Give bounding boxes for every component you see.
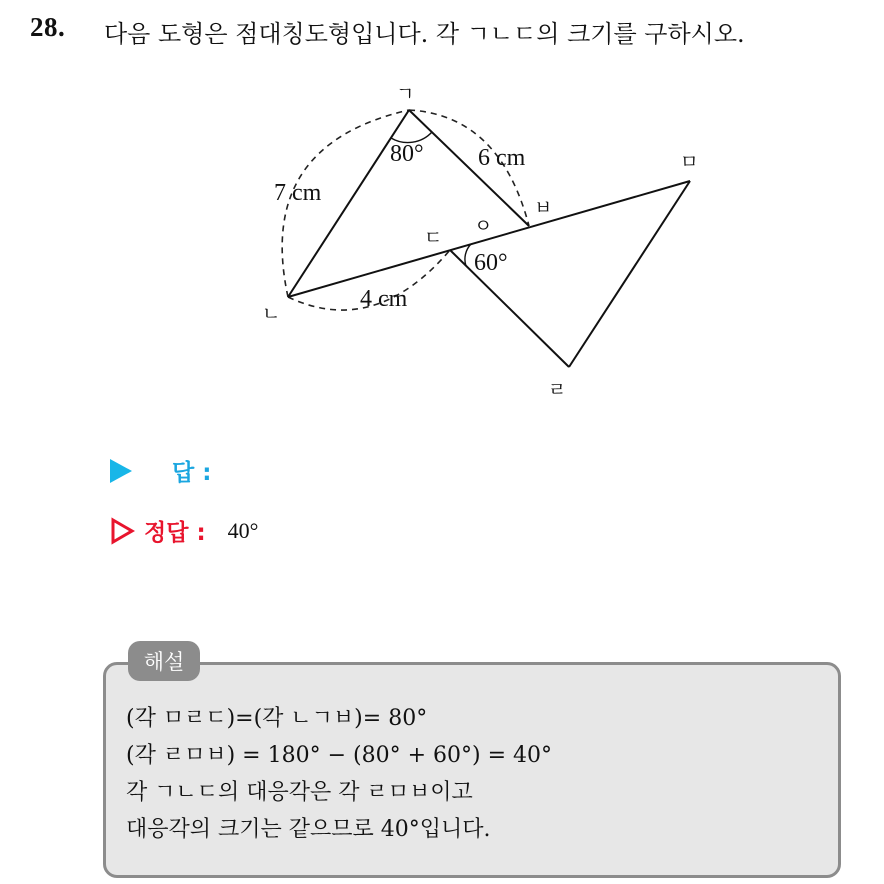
solution-line-1: (각 ㅁㄹㄷ)=(각 ㄴㄱㅂ)= 80° [126, 706, 428, 731]
question-number: 28. [30, 12, 66, 42]
question-text: 다음 도형은 점대칭도형입니다. 각 ㄱㄴㄷ의 크기를 구하시오. [104, 20, 745, 48]
label-point-g: ㄱ [396, 83, 415, 105]
length-label-left: 7 cm [274, 180, 322, 206]
angle-label-top: 80° [390, 141, 424, 167]
length-label-bottom: 4 cm [360, 286, 408, 312]
label-point-o: ㅇ [474, 215, 493, 237]
solution-line-3: 각 ㄱㄴㄷ의 대응각은 각 ㄹㅁㅂ이고 [126, 780, 473, 805]
length-label-right: 6 cm [478, 145, 526, 171]
edge-m-r [569, 181, 690, 367]
edge-n-m [288, 181, 690, 297]
label-point-b: ㅂ [534, 197, 553, 219]
answer-label: 답 : [172, 460, 212, 486]
label-point-m: ㅁ [680, 151, 699, 173]
play-arrow-icon [110, 459, 132, 483]
solution-tab: 해설 [128, 641, 200, 681]
outline-arrow-icon [110, 517, 136, 545]
correct-answer-row [110, 514, 258, 547]
label-point-r: ㄹ [548, 379, 567, 401]
solution-lines [126, 700, 552, 848]
angle-label-center: 60° [474, 250, 508, 276]
edge-r-d [450, 250, 569, 367]
solution-line-2: (각 ㄹㅁㅂ) = 180° − (80° + 60°) = 40° [126, 743, 552, 768]
label-point-d: ㄷ [424, 227, 443, 249]
correct-answer-value: 40° [227, 517, 259, 543]
correct-answer-label: 정답 : [144, 520, 206, 546]
angle-arc-center [465, 244, 471, 266]
solution-line-4: 대응각의 크기는 같으므로 40°입니다. [126, 817, 491, 842]
label-point-n: ㄴ [262, 303, 281, 325]
answer-row [110, 454, 211, 487]
